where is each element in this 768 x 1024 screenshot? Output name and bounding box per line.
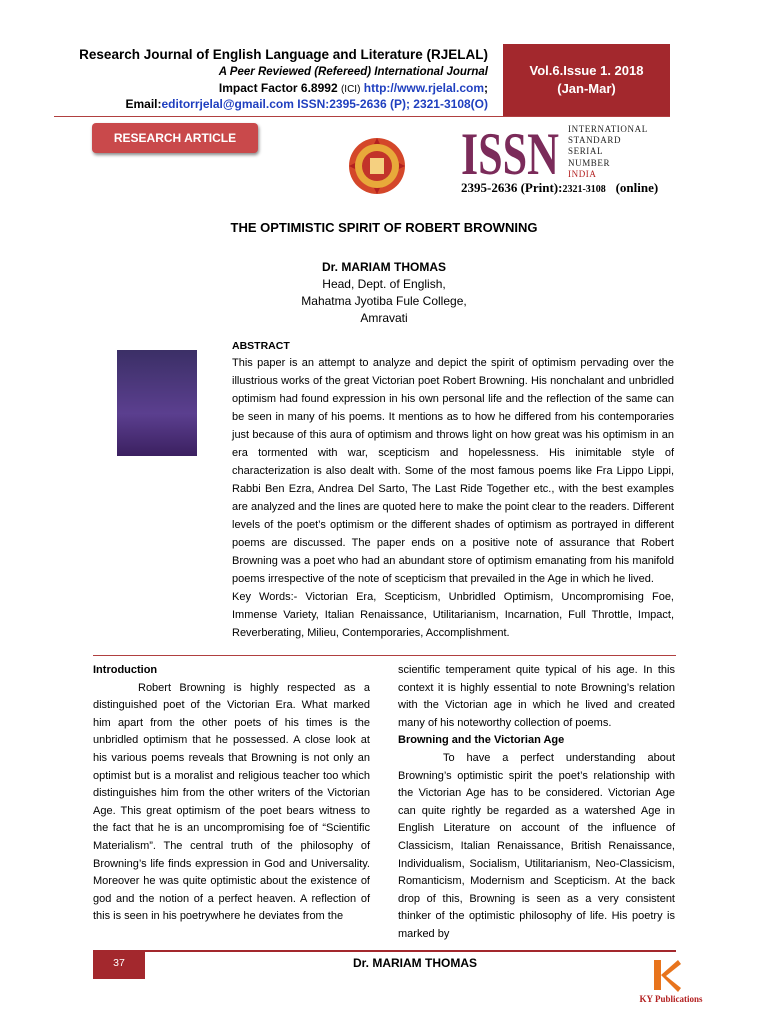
website-link[interactable]: http://www.rjelal.com [363, 81, 484, 95]
affiliation-line: Head, Dept. of English, [322, 277, 446, 291]
issn-word: INTERNATIONAL [568, 124, 648, 134]
issn-print-number: 2395-2636 [461, 180, 518, 195]
volume-box [503, 44, 670, 116]
website-suffix: ; [484, 81, 488, 95]
page-number: 37 [93, 950, 145, 979]
issn-line: ISSN:2395-2636 (P); 2321-3108(O) [297, 97, 488, 111]
email-link[interactable]: editorrjelal@gmail.com [161, 97, 294, 111]
issn-logo-icon [461, 124, 561, 180]
issn-online-number: 2321-3108 [562, 184, 606, 195]
left-column [93, 662, 370, 926]
issn-online-label: (online) [615, 180, 659, 195]
header-rule [54, 116, 670, 117]
publisher-name: KY Publications [639, 994, 703, 1004]
issn-word: INDIA [568, 168, 597, 179]
issn-word: STANDARD [568, 135, 622, 146]
research-article-badge: RESEARCH ARTICLE [92, 123, 258, 153]
journal-cover-image [117, 350, 197, 456]
section-heading: Introduction [93, 664, 158, 676]
journal-subtitle: A Peer Reviewed (Refereed) International Journal [218, 66, 488, 78]
paragraph: Robert Browning is highly respected as a distinguished poet of the Victorian Era. What marked him apart from the other poets of his times is the unbridled optimism that he possessed. A close look at his various poems reveals that Browning is not only an optimist but is a moralist and religious teacher too which distinguishes him from the other writers of the Victorian Age. This great optimism of the poet bears witness to the fact that he is an uncompromising foe of “Scientific Materialism”. The central truth of the philosophy of Browning’s life finds expression in God and Universality. Moreover he was quite optimistic about the existence of god and the notion of a perfect heaven. A reflection of this is seen in his poetrywhere he deviates from the [93, 681, 370, 923]
contact-line [60, 96, 488, 113]
affiliation-line: Mahatma Jyotiba Fule College, [301, 294, 467, 308]
footer-rule [93, 950, 676, 952]
author-name: Dr. MARIAM THOMAS [322, 260, 446, 274]
journal-title: Research Journal of English Language and Literature (RJELAL) [79, 47, 488, 62]
email-label: Email: [125, 97, 162, 111]
issn-words [568, 124, 648, 180]
paragraph: scientific temperament quite typical of his age. In this context it is highly essential to note Browning’s relation with the Victorian age in which he lived and created many of his noteworthy collection of poems. [398, 664, 675, 729]
issn-print-label: (Print): [520, 180, 563, 195]
affiliation-line: Amravati [360, 311, 408, 325]
issn-word: SERIAL [568, 146, 604, 157]
abstract-heading: ABSTRACT [232, 340, 290, 352]
impact-factor: Impact Factor 6.8992 [218, 81, 338, 95]
abstract-body [232, 354, 674, 642]
ky-publications-logo-icon [652, 958, 682, 992]
section-heading: Browning and the Victorian Age [398, 734, 565, 747]
author-block [0, 259, 768, 327]
abstract-rule [93, 655, 676, 656]
impact-index: (ICI) [340, 84, 361, 95]
volume-label: Vol.6.Issue 1. 2018 [529, 63, 644, 78]
right-column [398, 662, 675, 944]
paragraph: To have a perfect understanding about Browning’s optimistic spirit the poet’s relationship with the Victorian Age has to be considered. Victorian Age can quite rightly be regarded as a watershed Age in English Literature on account of the influence of Classicism, Italian Renaissance, British Renaissance, Individualism, Socialism, Utilitarianism, Neo-Classicism, Romanticism, Modernism and Scepticism. At the back drop of this, Browning is seen as a very consistent thinker of the optimistic philosophy of life. His poetry is marked by [398, 751, 675, 940]
footer-author: Dr. MARIAM THOMAS [353, 956, 477, 970]
article-title: THE OPTIMISTIC SPIRIT OF ROBERT BROWNING [230, 220, 538, 235]
issn-numbers [461, 180, 658, 196]
publisher-seal-icon [347, 136, 407, 196]
abstract-text: This paper is an attempt to analyze and depict the spirit of optimism pervading over the illustrious works of the great Victorian poet Robert Browning. His nonchalant and unbridled optimism had found expression in his own personal life and the reflection of the same can be seen in many of his poems. It mentions as to how he differed from his contemporaries just because of this aura of optimism and throws light on how great was his optimism in an era tormented with war, scepticism and hopelessness. His inimitable style of characterization is also dealt with. Some of the most famous poems like Fra Lippo Lippi, Rabbi Ben Ezra, Andrea Del Sarto, The Last Ride Together etc., with the best examples are analyzed and the lines are quoted here to make the point clear to the readers. Different levels of the poet’s optimism or the different shades of optimism as portrayed in different poems are discussed. The paper ends on a positive note of assurance that Robert Browning was a poet who had an abundant store of optimism emanating from his manifold poems irrespective of the note of scepticism that prevailed in the Age in which he lived. [232, 357, 674, 585]
svg-text:ISSN: ISSN [461, 124, 559, 180]
period-label: (Jan-Mar) [557, 81, 616, 96]
keywords: Key Words:- Victorian Era, Scepticism, Unbridled Optimism, Uncompromising Foe, Immense Variety, Italian Renaissance, Utilitarianism, Incarnation, Full Throttle, Impact, Reverberating, Milieu, Contemporaries, Accomplishment. [232, 591, 674, 639]
issn-word: NUMBER [568, 157, 611, 168]
